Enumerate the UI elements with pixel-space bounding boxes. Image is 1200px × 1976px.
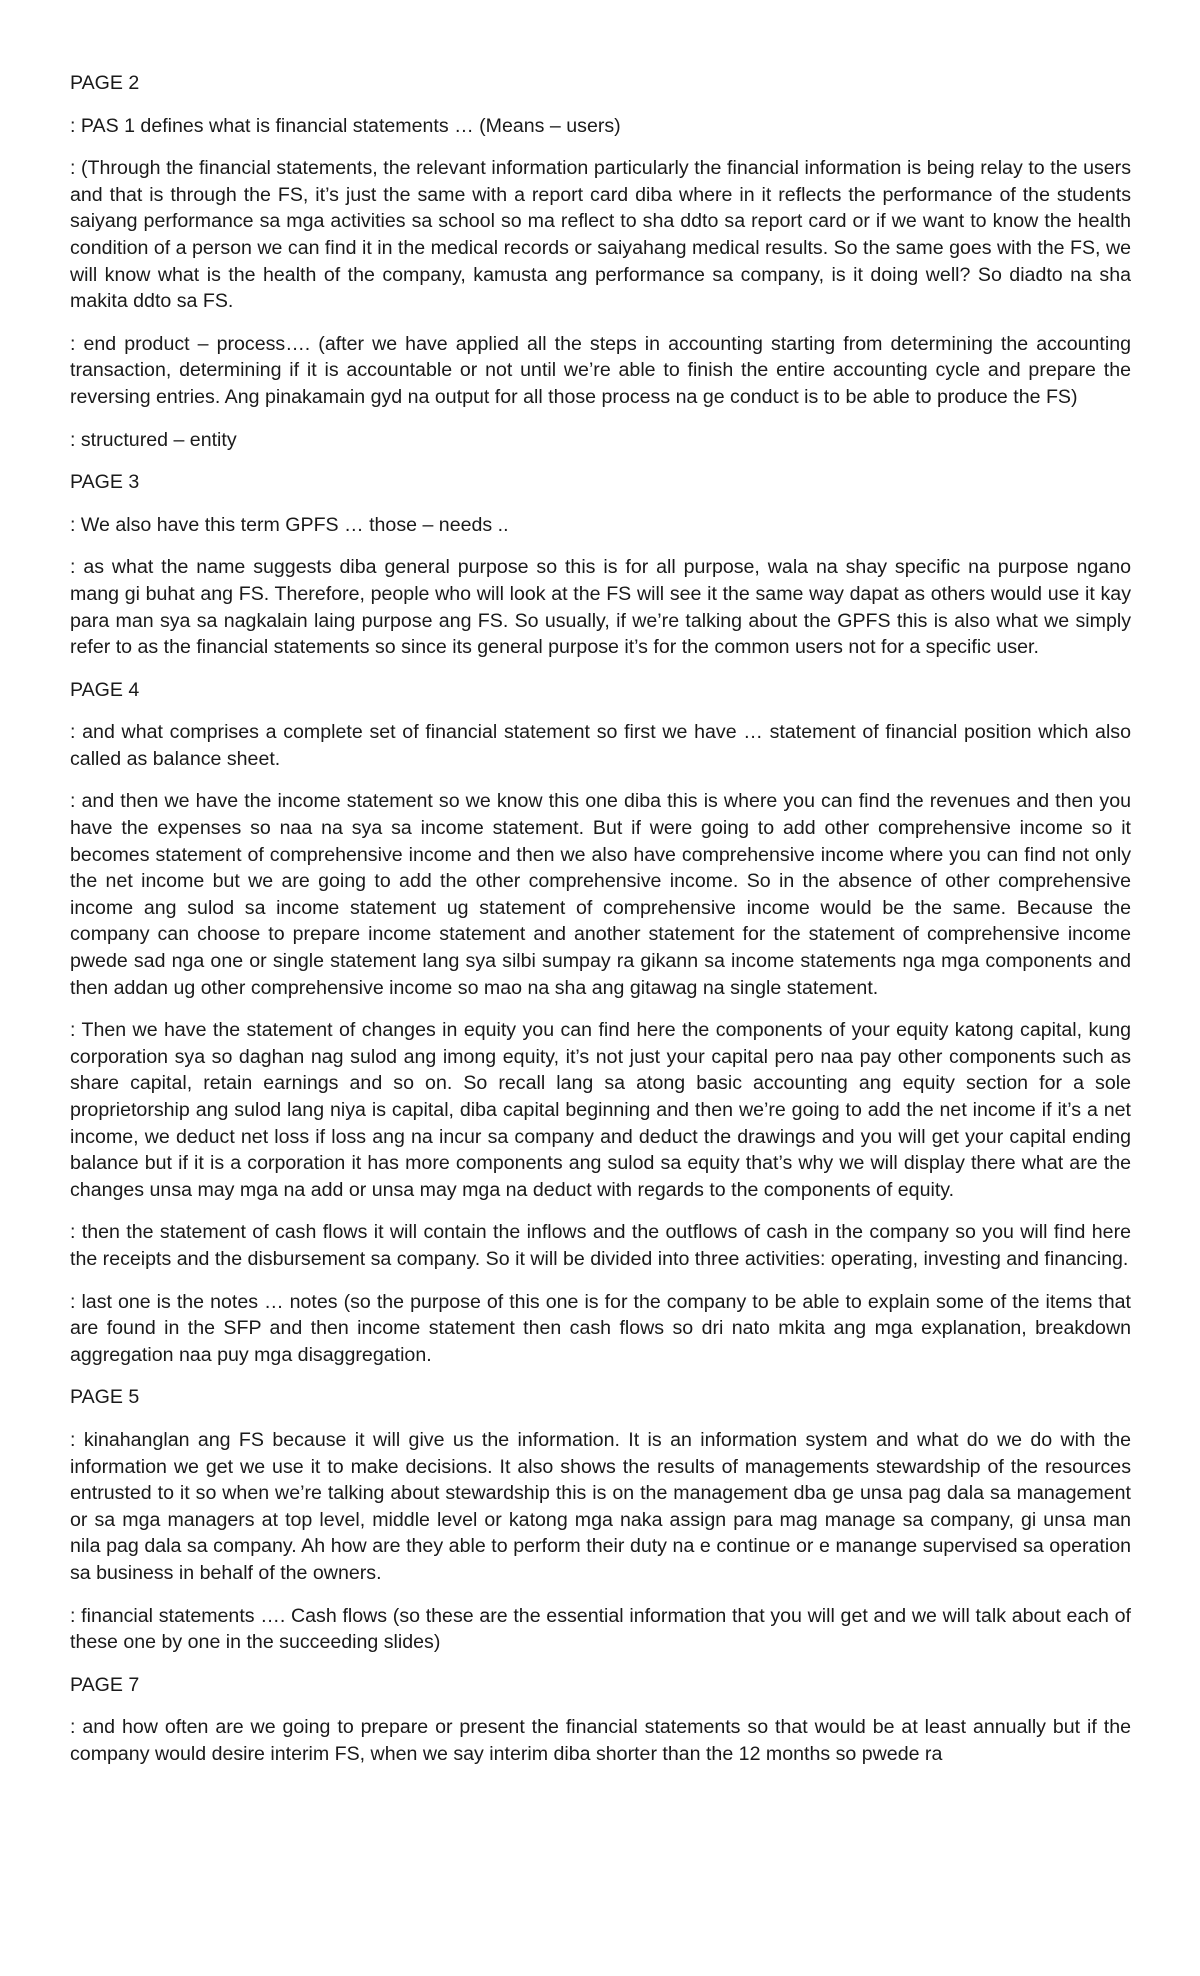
frequency-explanation: : and how often are we going to prepare or present the financial statements so that would be at least annually but if the company would desire interim FS, when we say interim diba shorter than the 12 months so pwede ra — [70, 1716, 1131, 1765]
pas1-definition: : PAS 1 defines what is financial statements … (Means – users) — [70, 114, 621, 137]
income-statement-explanation: : and then we have the income statement so we know this one diba this is where you can find the revenues and then you have the expenses so naa na sya sa income statement. But if were going to add other comprehensive income so it becomes statement of comprehensive income and then we also have comprehensive income where you can find not only the net income but we are going to add the other comprehensive income. So in the absence of other comprehensive income ang sulod sa income statement ug statement of comprehensive income would be the same. Because the company can choose to prepare income statement and another statement for the statement of comprehensive income pwede sad nga one or single statement lang sya silbi sumpay ra gikann sa income statements nga mga components and then addan ug other comprehensive income so mao na sha ang gitawag na single statement. — [70, 790, 1131, 999]
end-product-process: : end product – process…. (after we have applied all the steps in accounting starting from determining the accounting transaction, determining if it is accountable or not until we’re able to finish the entire accounting cycle and prepare the reversing entries. Ang pinakamain gyd na output for all those process na ge conduct is to be able to produce the FS) — [70, 332, 1131, 408]
page-7-heading: PAGE 7 — [70, 1673, 140, 1696]
complete-set-sfp: : and what comprises a complete set of financial statement so first we have … statement of financial position which also called as balance sheet. — [70, 721, 1131, 770]
cash-flows-explanation: : then the statement of cash flows it will contain the inflows and the outflows of cash in the company so you will find here the receipts and the disbursement sa company. So it will be divided into three activities: operating, investing and financing. — [70, 1221, 1131, 1270]
notes-explanation: : last one is the notes … notes (so the purpose of this one is for the company to be able to explain some of the items that are found in the SFP and then income statement then cash flows so dri nato mkita ang mga explanation, breakdown aggregation naa puy mga disaggregation. — [70, 1290, 1131, 1366]
page-3-heading: PAGE 3 — [70, 471, 140, 494]
fs-report-card-explanation: : (Through the financial statements, the relevant information particularly the financial information is being relay to the users and that is through the FS, it’s just the same with a report card diba where in it reflects the performance of the students saiyang performance sa mga activities sa school so ma reflect to sha ddto sa report card or if we want to know the health condition of a person we can find it in the medical records or saiyahang medical results. So the same goes with the FS, we will know what is the health of the company, kamusta ang performance sa company, is it doing well? So diadto na sha makita ddto sa FS. — [70, 157, 1131, 313]
fs-importance-explanation: : kinahanglan ang FS because it will give us the information. It is an information system and what do we do with the information we get we use it to make decisions. It also shows the results of managements stewardship of the resources entrusted to it so when we’re talking about stewardship this is on the management dba ge unsa pag dala sa management or sa mga managers at top level, middle level or katong mga naka assign para mag manage sa company, gi unsa man nila pag dala sa company. Ah how are they able to perform their duty na e continue or e manange supervised sa operation sa business in behalf of the owners. — [70, 1428, 1131, 1584]
essential-information: : financial statements …. Cash flows (so these are the essential information that you will get and we will talk about each of these one by one in the succeeding slides) — [70, 1604, 1131, 1654]
structured-entity: : structured – entity — [70, 428, 237, 451]
changes-in-equity-explanation: : Then we have the statement of changes in equity you can find here the components of your equity katong capital, kung corporation sya so daghan nag sulod ang imong equity, it’s not just your capital pero naa pay other components such as share capital, retain earnings and so on. So recall lang sa atong basic accounting ang equity section for a sole proprietorship ang sulod lang niya is capital, diba capital beginning and then we’re going to add the net income if it’s a net income, we deduct net loss if loss ang na incur sa company and deduct the drawings and you will get your capital ending balance but if it is a corporation it has more components ang sulod sa equity that’s why we will display there what are the changes unsa may mga na add or unsa may mga na deduct with regards to the components of equity. — [70, 1019, 1131, 1201]
page-4-heading: PAGE 4 — [70, 678, 140, 701]
gpfs-term: : We also have this term GPFS … those – needs .. — [70, 513, 509, 536]
page-2-heading: PAGE 2 — [70, 72, 140, 94]
gpfs-explanation: : as what the name suggests diba general purpose so this is for all purpose, wala na shay specific na purpose ngano mang gi buhat ang FS. Therefore, people who will look at the FS will see it the same way dapat as others would use it kay para man sya sa nagkalain laing purpose ang FS. So usually, if we’re talking about the GPFS this is also what we simply refer to as the financial statements so since its general purpose it’s for the common users not for a specific user. — [70, 556, 1131, 659]
page-5-heading: PAGE 5 — [70, 1386, 140, 1409]
